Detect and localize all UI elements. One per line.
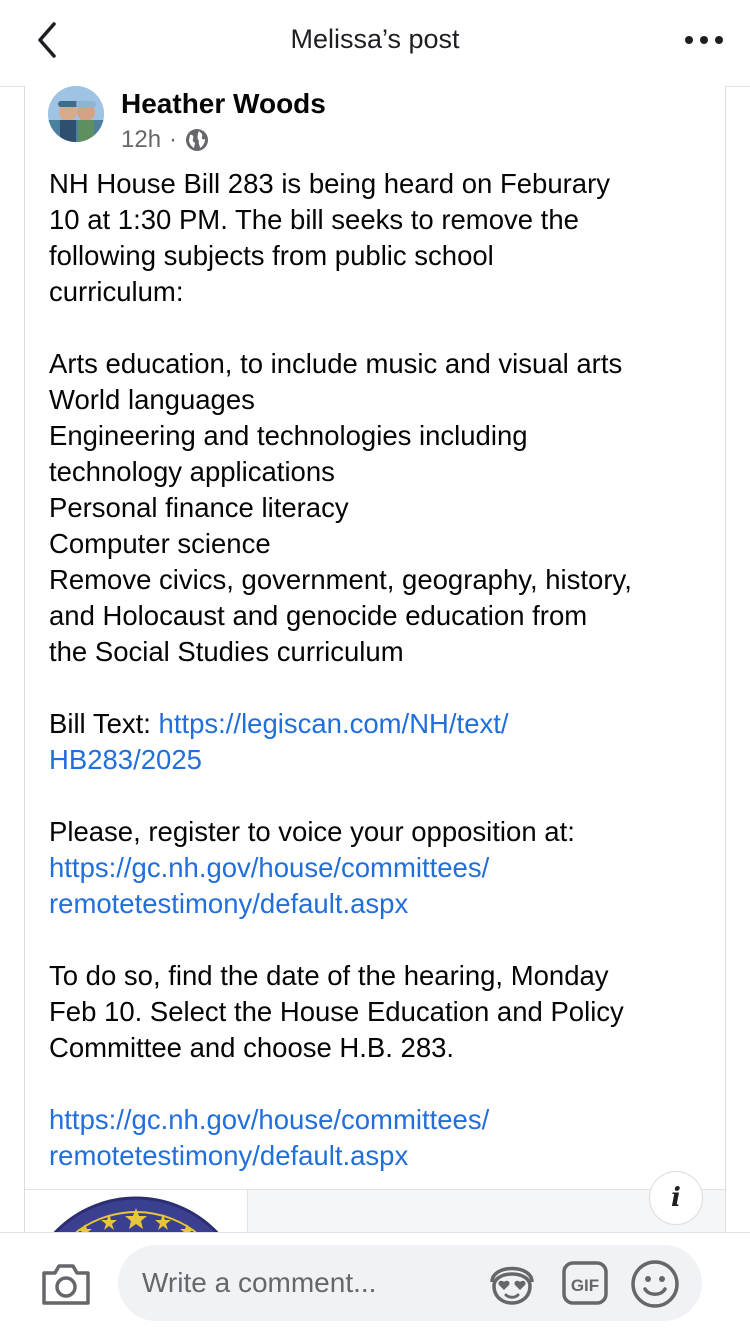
link-line[interactable]: remotetestimony/default.aspx	[49, 1140, 409, 1171]
list-item: Remove civics, government, geography, history,	[49, 564, 632, 595]
avatar-sticker-button[interactable]	[488, 1260, 536, 1306]
body-line: Feb 10. Select the House Education and Policy	[49, 996, 624, 1027]
shared-post-card	[24, 86, 726, 1234]
post-body	[49, 166, 709, 1174]
avatar-sticker-icon	[488, 1260, 536, 1306]
list-item: Personal finance literacy	[49, 492, 349, 523]
post-timestamp: 12h	[121, 126, 162, 153]
top-bar	[0, 0, 750, 87]
gif-icon	[562, 1261, 608, 1305]
list-item: technology applications	[49, 456, 335, 487]
nh-seal-image	[25, 1190, 247, 1235]
link-line[interactable]: https://gc.nh.gov/house/committees/	[49, 1104, 490, 1135]
body-line: Committee and choose H.B. 283.	[49, 1032, 455, 1063]
bill-text-label: Bill Text:	[49, 708, 159, 739]
link-line[interactable]: remotetestimony/default.aspx	[49, 888, 409, 919]
subjects-list	[49, 346, 709, 670]
list-item: Computer science	[49, 528, 271, 559]
body-line: following subjects from public school	[49, 240, 494, 271]
gif-label: GIF	[570, 1276, 600, 1295]
list-item: Arts education, to include music and visual arts	[49, 348, 623, 379]
camera-icon	[40, 1261, 92, 1307]
bill-text-paragraph	[49, 706, 709, 778]
meta-separator: ·	[169, 126, 178, 153]
body-line: To do so, find the date of the hearing, Monday	[49, 960, 609, 991]
more-options-button[interactable]	[684, 26, 724, 54]
link-line[interactable]: https://legiscan.com/NH/text/	[158, 708, 509, 739]
final-link-paragraph	[49, 1102, 709, 1174]
body-line: NH House Bill 283 is being heard on Feburary	[49, 168, 610, 199]
globe-icon	[185, 128, 209, 152]
intro-paragraph	[49, 166, 709, 310]
more-horizontal-icon	[684, 26, 724, 54]
body-line: 10 at 1:30 PM. The bill seeks to remove the	[49, 204, 579, 235]
register-link[interactable]	[49, 852, 489, 919]
page-title: Melissa’s post	[290, 24, 460, 54]
gif-button[interactable]	[562, 1261, 608, 1305]
comment-input[interactable]	[142, 1264, 472, 1302]
instructions-paragraph	[49, 958, 709, 1066]
info-button[interactable]: i	[649, 1171, 703, 1225]
camera-button[interactable]	[40, 1261, 92, 1307]
emoji-button[interactable]	[630, 1259, 680, 1309]
post-meta	[121, 126, 209, 154]
avatar-photo	[48, 86, 104, 142]
link-line[interactable]: HB283/2025	[49, 744, 202, 775]
comment-bar	[0, 1232, 750, 1335]
avatar[interactable]	[48, 86, 104, 142]
register-text: Please, register to voice your opposition at:	[49, 816, 575, 847]
link-preview-image[interactable]	[25, 1190, 248, 1235]
list-item: and Holocaust and genocide education from	[49, 600, 588, 631]
list-item: Engineering and technologies including	[49, 420, 528, 451]
comment-box[interactable]	[118, 1245, 702, 1321]
register-paragraph	[49, 814, 709, 922]
testimony-link[interactable]	[49, 1104, 489, 1171]
smiley-icon	[630, 1259, 680, 1309]
body-line: curriculum:	[49, 276, 184, 307]
list-item: World languages	[49, 384, 255, 415]
list-item: the Social Studies curriculum	[49, 636, 404, 667]
link-preview[interactable]	[25, 1189, 725, 1235]
author-name[interactable]: Heather Woods	[121, 88, 326, 119]
link-line[interactable]: https://gc.nh.gov/house/committees/	[49, 852, 490, 883]
